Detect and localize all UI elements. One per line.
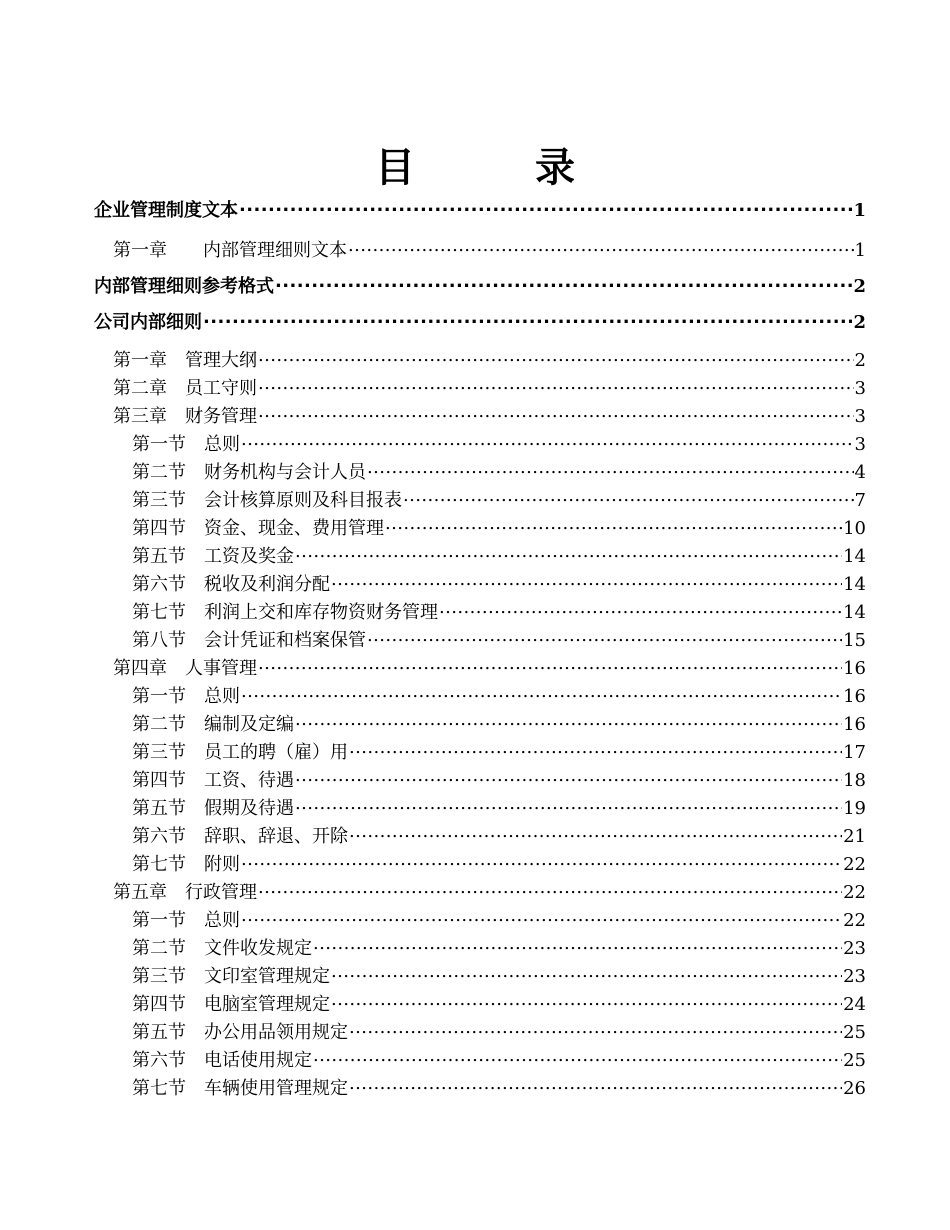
toc-dot-leader [403, 488, 854, 506]
toc-entry[interactable] [132, 514, 866, 540]
toc-page-number: 3 [854, 434, 866, 455]
toc-page-number: 24 [843, 994, 866, 1015]
toc-page-number: 2 [854, 350, 866, 371]
toc-entry[interactable] [132, 738, 866, 764]
toc-entry-label: 编制及定编 [204, 714, 294, 735]
toc-entry[interactable] [132, 486, 866, 512]
toc-dot-leader [313, 936, 842, 954]
toc-entry[interactable] [132, 990, 866, 1016]
toc-entry-label: 财务管理 [185, 406, 257, 427]
toc-entry[interactable] [132, 682, 866, 708]
toc-dot-leader [348, 238, 854, 256]
toc-entry-label: 电脑室管理规定 [204, 994, 330, 1015]
toc-dot-leader [367, 628, 842, 646]
toc-entry-number: 第二章 [113, 378, 167, 399]
toc-dot-leader [258, 376, 854, 394]
toc-entry-number: 第三章 [113, 406, 167, 427]
toc-page-number: 21 [843, 826, 866, 847]
toc-entry-number: 第六节 [132, 574, 186, 595]
toc-entry-label: 会计核算原则及科目报表 [204, 490, 402, 511]
toc-page-number: 26 [843, 1078, 866, 1099]
toc-entry[interactable] [132, 598, 866, 624]
toc-entry-label: 假期及待遇 [204, 798, 294, 819]
toc-entry-label: 财务机构与会计人员 [204, 462, 366, 483]
toc-entry-label: 利润上交和库存物资财务管理 [204, 602, 438, 623]
toc-entry-label: 企业管理制度文本 [94, 200, 238, 221]
toc-dot-leader [241, 908, 842, 926]
toc-dot-leader [349, 1020, 842, 1038]
toc-entry-number: 第三节 [132, 490, 186, 511]
toc-entry-label: 会计凭证和档案保管 [204, 630, 366, 651]
toc-entry-number: 第五节 [132, 1022, 186, 1043]
toc-entry[interactable] [132, 458, 866, 484]
toc-page-number: 7 [854, 490, 866, 511]
toc-dot-leader [331, 964, 842, 982]
toc-entry[interactable] [94, 196, 866, 222]
toc-entry-label: 员工的聘（雇）用 [204, 742, 348, 763]
toc-dot-leader [349, 1076, 842, 1094]
toc-entry-number: 第二节 [132, 938, 186, 959]
toc-entry-number: 第五节 [132, 546, 186, 567]
toc-entry[interactable] [132, 570, 866, 596]
toc-dot-leader [258, 656, 842, 674]
toc-entry-number: 第一章 [113, 240, 167, 261]
toc-entry-label: 员工守则 [185, 378, 257, 399]
toc-entry[interactable] [113, 402, 866, 428]
toc-entry-number: 第七节 [132, 602, 186, 623]
toc-page-number: 16 [843, 714, 866, 735]
toc-entry-label: 办公用品领用规定 [204, 1022, 348, 1043]
toc-dot-leader [241, 852, 842, 870]
toc-page-number: 23 [843, 966, 866, 987]
toc-page-number: 14 [843, 546, 866, 567]
toc-entry-number: 第四节 [132, 994, 186, 1015]
toc-entry-number: 第一节 [132, 434, 186, 455]
toc-page-number: 3 [854, 378, 866, 399]
toc-entry[interactable] [132, 822, 866, 848]
toc-entry-label: 电话使用规定 [204, 1050, 312, 1071]
toc-entry-label: 文印室管理规定 [204, 966, 330, 987]
toc-page-number: 22 [843, 910, 866, 931]
toc-entry[interactable] [113, 346, 866, 372]
toc-entry-number: 第三节 [132, 966, 186, 987]
toc-entry-label: 辞职、辞退、开除 [204, 826, 348, 847]
toc-page-number: 1 [854, 240, 866, 261]
toc-entry-label: 内部管理细则文本 [203, 240, 347, 261]
toc-entry-label: 工资、待遇 [204, 770, 294, 791]
toc-page-number: 1 [853, 200, 866, 221]
toc-entry[interactable] [94, 308, 866, 334]
toc-dot-leader [275, 274, 852, 292]
toc-dot-leader [439, 600, 842, 618]
toc-page-number: 2 [853, 312, 866, 333]
toc-entry[interactable] [132, 934, 866, 960]
toc-entry[interactable] [132, 1074, 866, 1100]
toc-entry[interactable] [132, 710, 866, 736]
toc-page-number: 22 [843, 854, 866, 875]
toc-entry-label: 内部管理细则参考格式 [94, 276, 274, 297]
toc-dot-leader [241, 684, 842, 702]
toc-page-number: 15 [843, 630, 866, 651]
toc-entry-number: 第五节 [132, 798, 186, 819]
toc-dot-leader [239, 198, 852, 216]
toc-entry-number: 第六节 [132, 826, 186, 847]
toc-dot-leader [349, 824, 842, 842]
toc-dot-leader [258, 348, 854, 366]
toc-entry-label: 资金、现金、费用管理 [204, 518, 384, 539]
toc-page-number: 19 [843, 798, 866, 819]
toc-page-number: 17 [843, 742, 866, 763]
toc-page-number: 14 [843, 602, 866, 623]
toc-entry-label: 总则 [204, 910, 240, 931]
toc-entry-label: 车辆使用管理规定 [204, 1078, 348, 1099]
toc-entry[interactable] [132, 766, 866, 792]
toc-entry[interactable] [132, 430, 866, 456]
toc-entry-label: 总则 [204, 434, 240, 455]
toc-entry-number: 第五章 [113, 882, 167, 903]
toc-entry-label: 工资及奖金 [204, 546, 294, 567]
toc-entry[interactable] [132, 1046, 866, 1072]
toc-entry[interactable] [132, 962, 866, 988]
toc-page-number: 16 [843, 658, 866, 679]
toc-dot-leader [331, 992, 842, 1010]
toc-page-number: 10 [843, 518, 866, 539]
toc-entry-number: 第一节 [132, 686, 186, 707]
toc-dot-leader [203, 310, 852, 328]
toc-entry-number: 第六节 [132, 1050, 186, 1071]
toc-page-number: 22 [843, 882, 866, 903]
toc-entry[interactable] [94, 272, 866, 298]
toc-entry[interactable] [132, 542, 866, 568]
toc-dot-leader [295, 544, 842, 562]
toc-entry-label: 管理大纲 [185, 350, 257, 371]
toc-entry[interactable] [132, 850, 866, 876]
toc-entry-number: 第二节 [132, 462, 186, 483]
toc-page-number: 25 [843, 1050, 866, 1071]
toc-dot-leader [241, 432, 854, 450]
toc-entry-number: 第二节 [132, 714, 186, 735]
toc-entry[interactable] [113, 374, 866, 400]
toc-entry[interactable] [113, 878, 866, 904]
toc-entry-number: 第一章 [113, 350, 167, 371]
toc-dot-leader [313, 1048, 842, 1066]
toc-entry[interactable] [132, 906, 866, 932]
toc-entry-number: 第七节 [132, 1078, 186, 1099]
toc-dot-leader [258, 880, 842, 898]
toc-dot-leader [385, 516, 842, 534]
toc-page-number: 4 [854, 462, 866, 483]
toc-entry-number: 第七节 [132, 854, 186, 875]
toc-page-number: 16 [843, 686, 866, 707]
toc-entry-label: 行政管理 [185, 882, 257, 903]
toc-entry[interactable] [132, 626, 866, 652]
toc-entry-number: 第四节 [132, 770, 186, 791]
toc-dot-leader [258, 404, 854, 422]
toc-page-number: 14 [843, 574, 866, 595]
toc-page-number: 3 [854, 406, 866, 427]
toc-entry-label: 公司内部细则 [94, 312, 202, 333]
toc-page-number: 23 [843, 938, 866, 959]
toc-entry-number: 第四章 [113, 658, 167, 679]
toc-entry[interactable] [113, 236, 866, 262]
toc-entry-label: 文件收发规定 [204, 938, 312, 959]
toc-dot-leader [367, 460, 854, 478]
toc-entry-number: 第四节 [132, 518, 186, 539]
toc-entry-number: 第八节 [132, 630, 186, 651]
toc-entry-label: 附则 [204, 854, 240, 875]
toc-entry[interactable] [113, 654, 866, 680]
toc-dot-leader [349, 740, 842, 758]
toc-page-number: 25 [843, 1022, 866, 1043]
toc-dot-leader [295, 712, 842, 730]
toc-dot-leader [295, 768, 842, 786]
toc-entry-label: 税收及利润分配 [204, 574, 330, 595]
toc-title: 目 录 [375, 144, 615, 191]
toc-entry-number: 第一节 [132, 910, 186, 931]
toc-entry[interactable] [132, 794, 866, 820]
toc-page-number: 2 [853, 276, 866, 297]
toc-page-number: 18 [843, 770, 866, 791]
toc-entry-number: 第三节 [132, 742, 186, 763]
toc-dot-leader [331, 572, 842, 590]
toc-entry-label: 总则 [204, 686, 240, 707]
toc-entry-label: 人事管理 [185, 658, 257, 679]
toc-entry[interactable] [132, 1018, 866, 1044]
toc-dot-leader [295, 796, 842, 814]
